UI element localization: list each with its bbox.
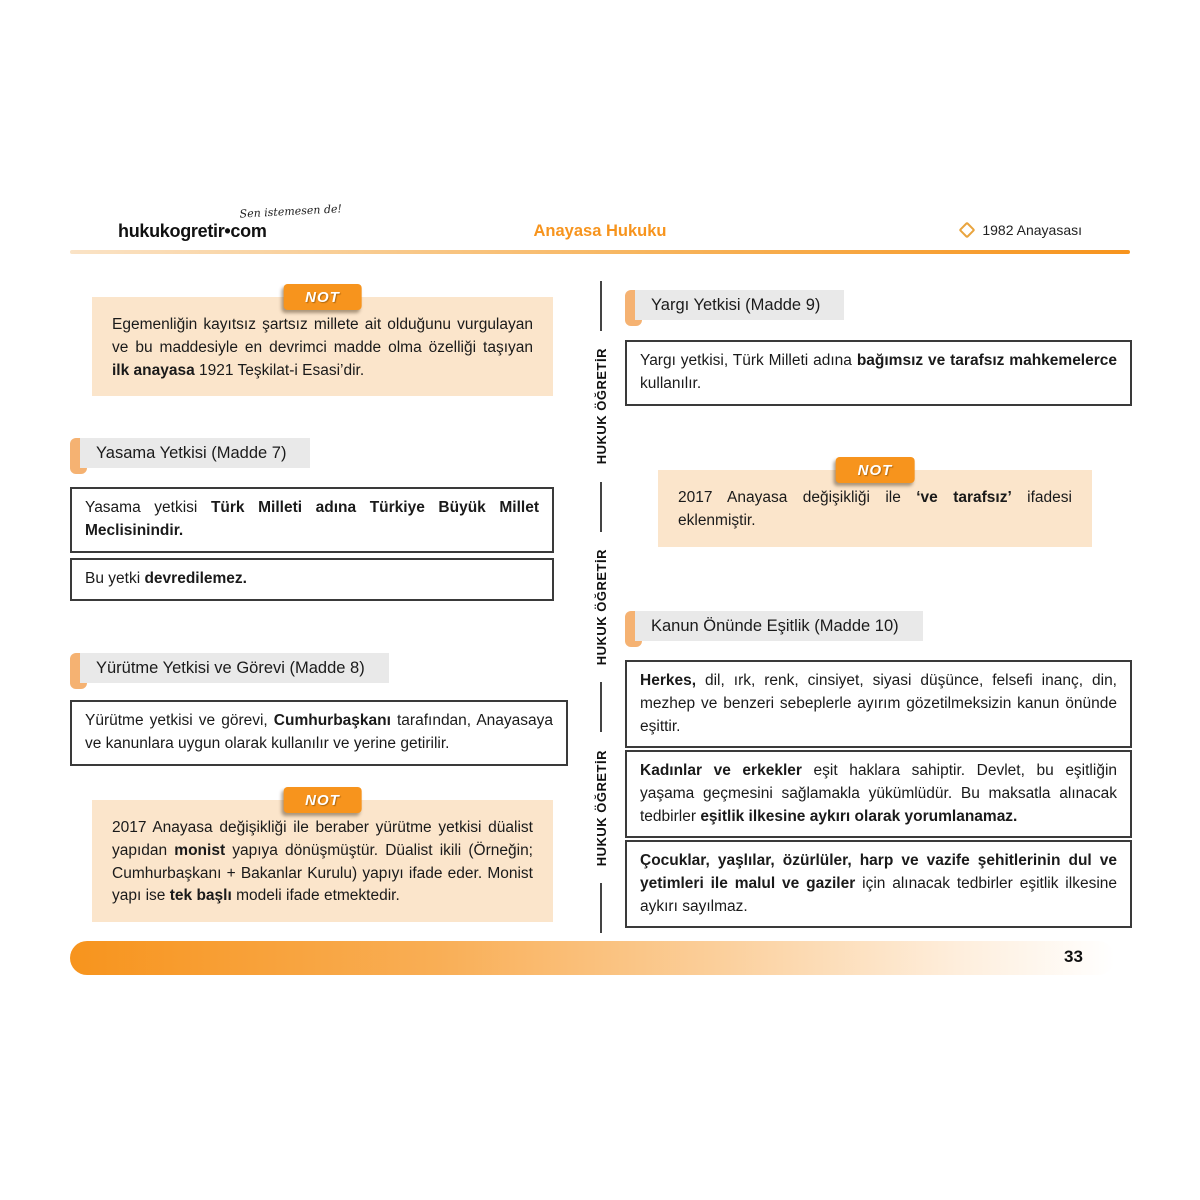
edition-badge bbox=[961, 222, 1082, 238]
article-box-esitlik-1: Herkes, dil, ırk, renk, cinsiyet, siyasi düşünce, felsefi inanç, din, mezhep ve benzeri sebeplerle ayırım gözetilmeksizin kanun önünde eşittir. bbox=[625, 660, 1132, 748]
note-text: 2017 Anayasa değişikliği ile ‘ve tarafsız’ ifadesi eklenmiştir. bbox=[678, 489, 1072, 529]
note-box-monist bbox=[92, 792, 553, 922]
article-box-yargi: Yargı yetkisi, Türk Milleti adına bağımsız ve tarafsız mahkemelerce kullanılır. bbox=[625, 340, 1132, 406]
brand-slogan: Sen istemesen de! bbox=[239, 202, 343, 221]
header-rule bbox=[70, 250, 1130, 254]
divider-line bbox=[600, 883, 602, 933]
divider-brand-text: HUKUK ÖĞRETİR bbox=[593, 348, 609, 465]
column-divider bbox=[591, 281, 611, 933]
section-title: Yargı Yetkisi (Madde 9) bbox=[635, 290, 844, 320]
note-label: NOT bbox=[283, 284, 362, 310]
article-box-esitlik-2: Kadınlar ve erkekler eşit haklara sahiptir. Devlet, bu eşitliğin yaşama geçmesini sağlamakla yükümlüdür. Bu maksatla alınacak tedbirler eşitlik ilkesine aykırı olarak yorumlanamaz. bbox=[625, 750, 1132, 838]
note-box-sovereignty bbox=[92, 289, 553, 396]
divider-line bbox=[600, 482, 602, 532]
note-text: 2017 Anayasa değişikliği ile beraber yürütme yetkisi düalist yapıdan monist yapıya dönüşmüştür. Düalist ikili (Örneğin; Cumhurbaşkanı + Bakanlar Kurulu) yapıyı ifade eder. Monist yapı ise tek başlı modeli ifade etmektedir. bbox=[112, 819, 533, 905]
brand-wordmark: hukukogretir•com bbox=[118, 221, 267, 241]
divider-brand-text: HUKUK ÖĞRETİR bbox=[593, 548, 609, 666]
note-label: NOT bbox=[836, 457, 915, 483]
article-box-esitlik-3: Çocuklar, yaşlılar, özürlüler, harp ve vazife şehitlerinin dul ve yetimleri ile malul ve gaziler için alınacak tedbirler eşitlik ilkesine aykırı sayılmaz. bbox=[625, 840, 1132, 928]
footer-bar bbox=[70, 941, 1115, 975]
note-box-tarafsiz bbox=[658, 462, 1092, 547]
article-box-yurutme: Yürütme yetkisi ve görevi, Cumhurbaşkanı tarafından, Anayasaya ve kanunlara uygun olarak kullanılır ve yerine getirilir. bbox=[70, 700, 568, 766]
divider-line bbox=[600, 281, 602, 331]
article-box-yasama-1: Yasama yetkisi Türk Milleti adına Türkiye Büyük Millet Meclisinindir. bbox=[70, 487, 554, 553]
section-title: Yürütme Yetkisi ve Görevi (Madde 8) bbox=[80, 653, 389, 683]
note-text: Egemenliğin kayıtsız şartsız millete ait olduğunu vurgulayan ve bu maddesiyle en devrimci madde olma özelliği taşıyan ilk anayasa 1921 Teşkilat-i Esasi’dir. bbox=[112, 316, 533, 379]
article-box-yasama-2: Bu yetki devredilemez. bbox=[70, 558, 554, 601]
note-label: NOT bbox=[283, 787, 362, 813]
divider-brand-text: HUKUK ÖĞRETİR bbox=[593, 749, 609, 866]
edition-badge-label: 1982 Anayasası bbox=[982, 222, 1082, 238]
page-number: 33 bbox=[1064, 947, 1083, 966]
section-title: Yasama Yetkisi (Madde 7) bbox=[80, 438, 310, 468]
section-title: Kanun Önünde Eşitlik (Madde 10) bbox=[635, 611, 923, 641]
page-title: Anayasa Hukuku bbox=[533, 222, 667, 240]
diamond-icon bbox=[959, 222, 976, 239]
divider-line bbox=[600, 682, 602, 732]
